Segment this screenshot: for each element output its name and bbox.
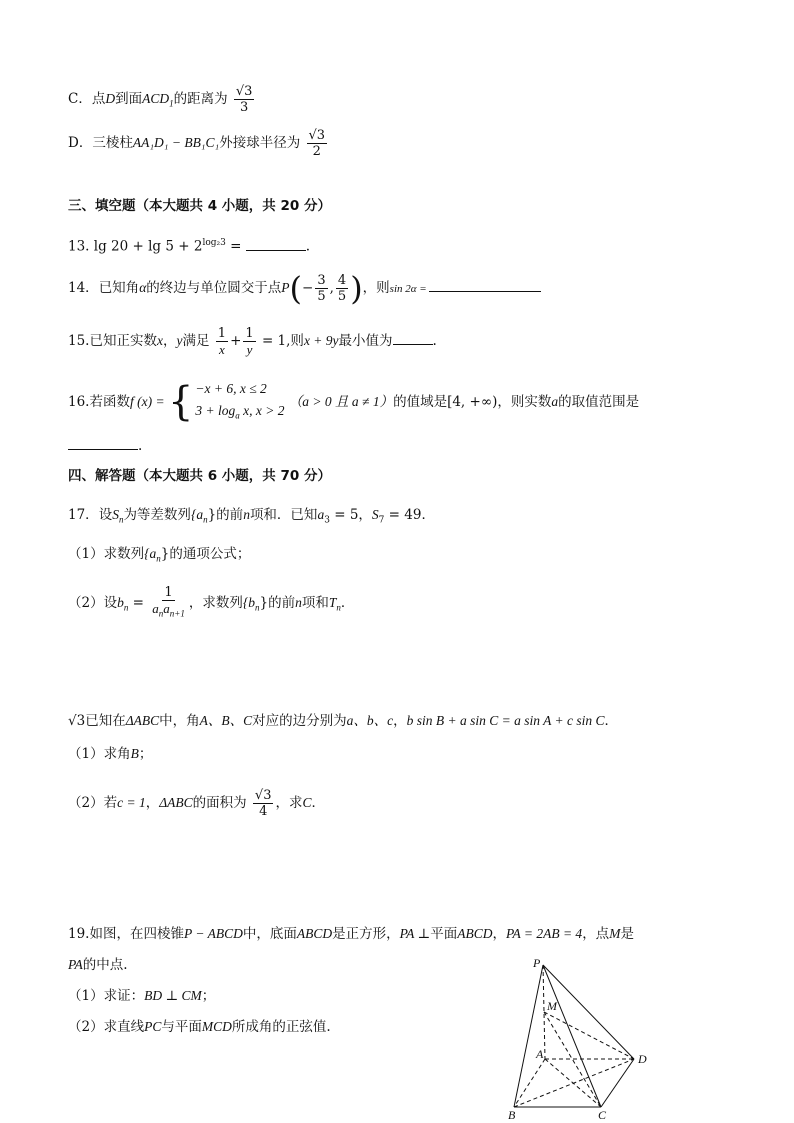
question-15: 15.已知正实数x，y满足 $\frac{1}{x}$ + $\frac{1}{y}$ = 1,则x + 9y最小值为 . xyxy=(68,326,437,357)
question-13: 13. $\lg 20 + \lg 5 + 2^{log_23}$ = . xyxy=(68,238,311,255)
vertex-label-M: M xyxy=(547,999,557,1013)
q15-fraction-y: $\frac{1}{y}$ xyxy=(245,326,254,357)
section-3-heading: 三、填空题（本大题共 4 小题，共 20 分） xyxy=(68,198,331,214)
question-19-part-2: （2）求直线PC与平面MCD所成角的正弦值. xyxy=(68,1019,331,1035)
vertex-label-C: C xyxy=(598,1108,607,1122)
q14-fraction-y: $\frac{4}{5}$ xyxy=(337,273,347,304)
question-17-part-2: （2）设$b_n$ = $\frac{1}{a_na_{n+1}}$ ，求数列$\{b_n\}$的前n项和$T_n$． xyxy=(68,585,354,622)
answer-blank-16[interactable] xyxy=(68,449,138,450)
question-18: √3已知在ΔABC中，角A、B、C对应的边分别为a、b、c，b sin B + a sin C = a sin A + c sin C． xyxy=(68,713,618,729)
piecewise-function: { −x + 6, x ≤ 2 $3 + \log_a x$, x > 2 xyxy=(167,379,285,426)
option-c-fraction: $\frac{√3}{3}$ xyxy=(235,84,253,115)
question-16-answer: . xyxy=(68,436,142,456)
edge-MD xyxy=(544,1012,634,1059)
question-17-part-1: （1）求数列$\{a_n\}$的通项公式； xyxy=(68,546,251,564)
vertex-label-D: D xyxy=(638,1052,647,1066)
question-18-part-2: （2）若c = 1，ΔABC的面积为 $\frac{√3}{4}$ ，求C． xyxy=(68,788,325,819)
q18-area-fraction: $\frac{√3}{4}$ xyxy=(254,788,272,819)
answer-blank-15[interactable] xyxy=(393,344,433,345)
question-16: 16.若函数f (x) = { −x + 6, x ≤ 2 $3 + \log_a x$, x > 2 （a > 0 且 a ≠ 1）的值域是[4, +∞)，则实数a的取值范围是 xyxy=(68,379,640,426)
answer-blank-13[interactable] xyxy=(246,250,306,251)
q14-fraction-x: $\frac{3}{5}$ xyxy=(317,273,326,304)
q15-fraction-x: $\frac{1}{x}$ xyxy=(217,326,227,357)
edge-CD xyxy=(601,1059,634,1107)
edge-BD xyxy=(514,1059,634,1107)
question-14: 14．已知角α的终边与单位圆交于点P(− $\frac{3}{5}$ , $\frac{4}{5}$ )，则sin 2α = xyxy=(68,273,541,304)
question-19-part-1: （1）求证：BD ⊥ CM； xyxy=(68,988,216,1004)
question-19: 19.如图，在四棱锥P − ABCD中，底面ABCD是正方形，PA ⊥平面ABCD，PA = 2AB = 4，点M是 xyxy=(68,926,634,942)
option-d: D．三棱柱AA₁D₁ − BB₁C₁外接球半径为 $\frac{√3}{2}$ xyxy=(68,128,326,159)
vertex-label-P: P xyxy=(533,956,541,970)
question-19-line-2: PA的中点. xyxy=(68,957,128,973)
vertex-label-B: B xyxy=(508,1108,516,1122)
option-c: C．点D到面$ACD_1$的距离为 $\frac{√3}{3}$ xyxy=(68,84,253,115)
edge-PB xyxy=(514,965,543,1107)
vertex-label-A: A xyxy=(536,1047,544,1061)
pyramid-edges xyxy=(514,965,634,1107)
question-17: 17．设$S_n$为等差数列$\{a_n\}$的前n项和．已知$a_3 = 5$，$S_7 = 49$． xyxy=(68,507,435,526)
section-4-heading: 四、解答题（本大题共 6 小题，共 70 分） xyxy=(68,468,331,484)
option-d-fraction: $\frac{√3}{2}$ xyxy=(308,128,326,159)
answer-blank-14[interactable] xyxy=(429,291,541,292)
edge-PC xyxy=(543,965,601,1107)
pyramid-figure xyxy=(500,955,670,1123)
q17-bn-fraction: $\frac{1}{a_na_{n+1}}$ xyxy=(152,585,185,619)
question-18-part-1: （1）求角B； xyxy=(68,746,153,762)
